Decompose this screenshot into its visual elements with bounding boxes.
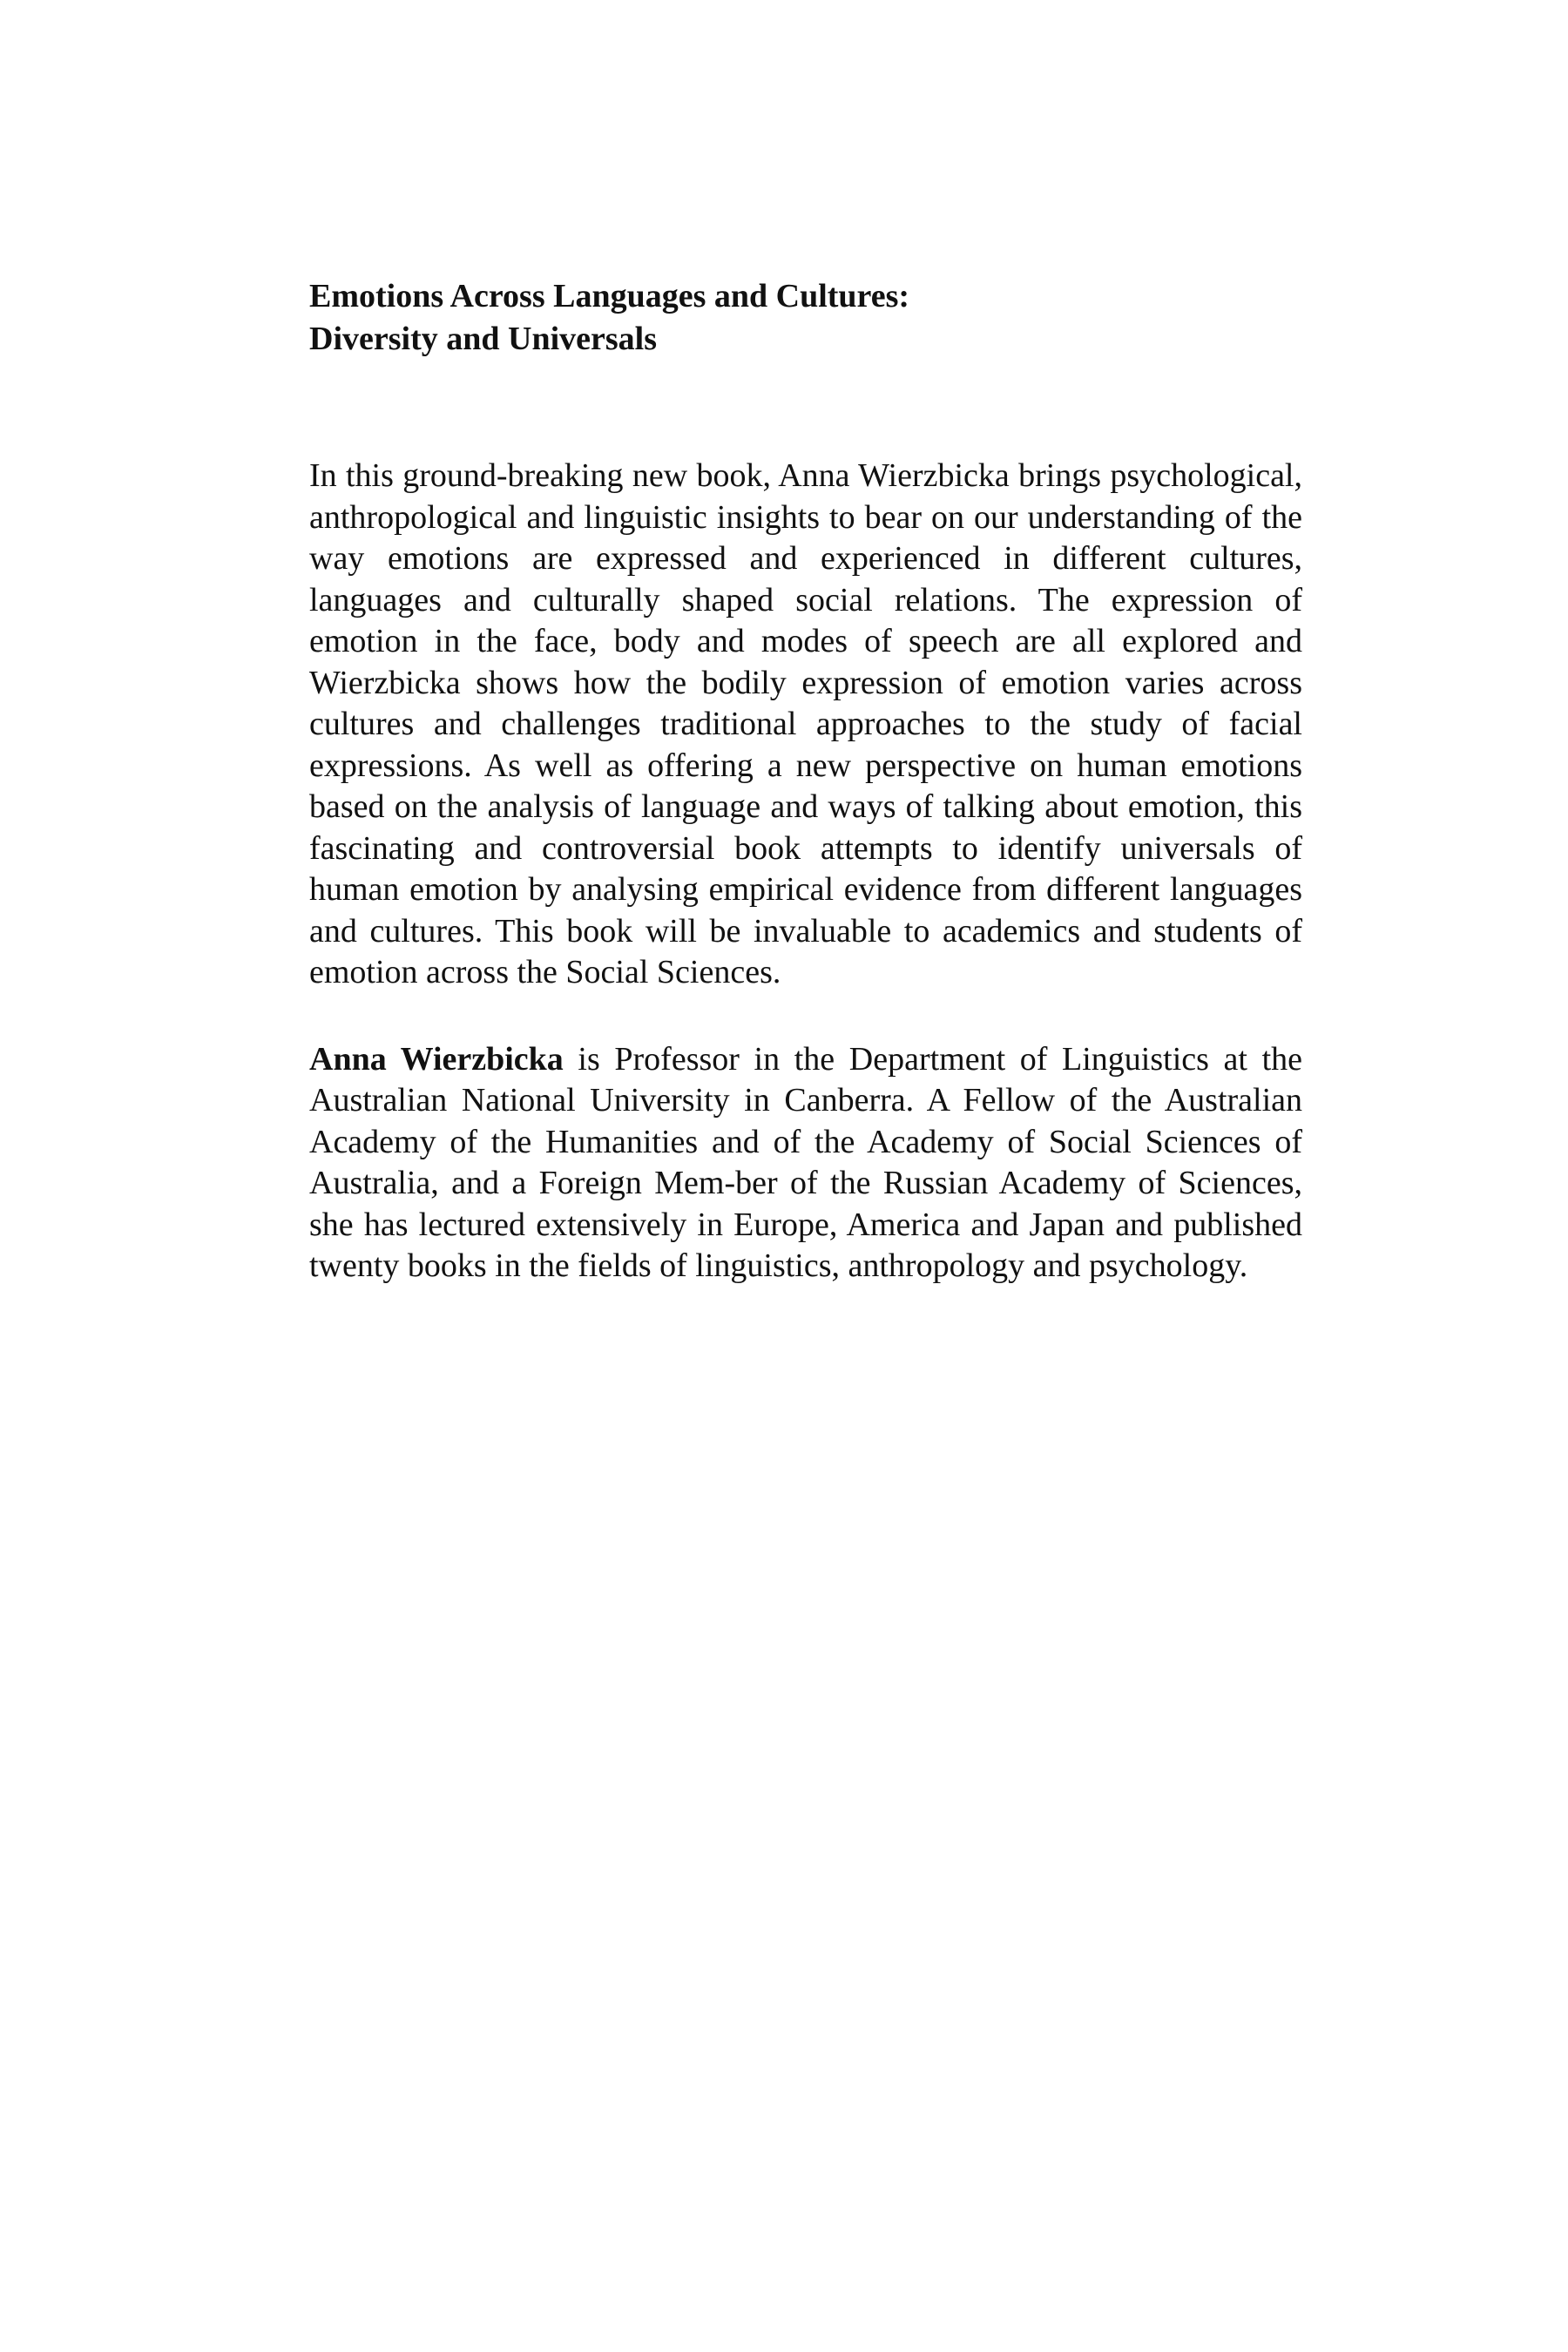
author-name: Anna Wierzbicka (309, 1040, 564, 1078)
book-title (309, 275, 1302, 361)
book-title-line-1: Emotions Across Languages and Cultures: (309, 278, 910, 314)
author-bio-text: is Professor in the Department of Linguistics at the Australian National University in Canberra. A Fellow of the Australian Academy of the Humanities and of the Academy of Social Sciences of Australia, and a Foreign Mem-ber of the Russian Academy of Sciences, she has lectured extensively in Europe, America and Japan and published twenty books in the fields of linguistics, anthropology and psychology. (309, 1040, 1303, 1284)
book-description: In this ground-breaking new book, Anna Wierzbicka brings psychological, anthropological and linguistic insights to bear on our understanding of the way emotions are expressed and experienced in different cultures, languages and culturally shaped social relations. The expression of emotion in the face, body and modes of speech are all explored and Wierzbicka shows how the bodily expression of emotion varies across cultures and challenges traditional approaches to the study of facial expressions. As well as offering a new perspective on human emotions based on the analysis of language and ways of talking about emotion, this fascinating and controversial book attempts to identify universals of human emotion by analysing empirical evidence from different languages and cultures. This book will be invaluable to academics and students of emotion across the Social Sciences. (309, 457, 1302, 990)
book-title-line-2: Diversity and Universals (309, 321, 657, 357)
page-content (309, 275, 1302, 1288)
author-bio (309, 1039, 1302, 1288)
